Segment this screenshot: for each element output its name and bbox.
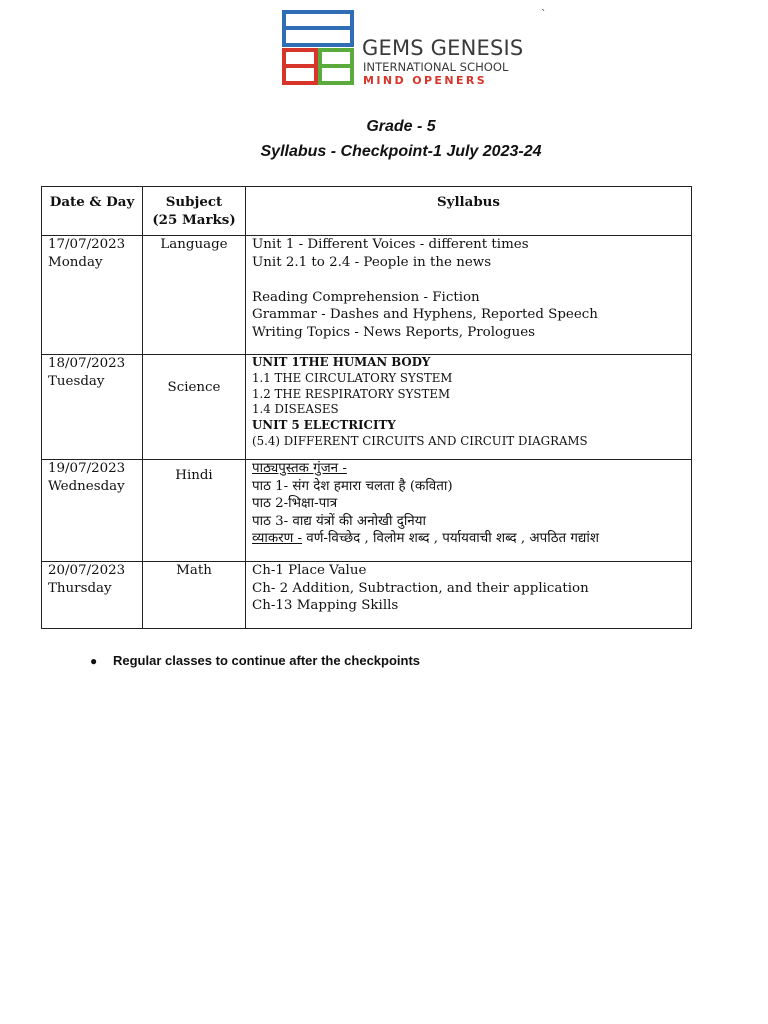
syllabus-cell — [246, 236, 692, 355]
syllabus-line: Ch-13 Mapping Skills — [252, 598, 399, 613]
corner-mark: ` — [541, 8, 547, 21]
row-day: Wednesday — [48, 478, 125, 494]
table-row — [42, 236, 692, 355]
table-row — [42, 355, 692, 460]
header-subject-line1: Subject — [165, 194, 223, 210]
syllabus-cell — [246, 562, 692, 629]
syllabus-line: Grammar - Dashes and Hyphens, Reported Speech — [252, 307, 598, 322]
syllabus-line: Ch-1 Place Value — [252, 563, 367, 578]
syllabus-line: पाठ 1- संग देश हमारा चलता है (कविता) — [252, 478, 453, 494]
header-date: Date & Day — [42, 187, 143, 236]
page-subtitle: Syllabus - Checkpoint-1 July 2023-24 — [260, 143, 542, 160]
syllabus-line: Unit 1 - Different Voices - different times — [252, 237, 529, 252]
header-subject — [143, 187, 246, 236]
syllabus-cell — [246, 355, 692, 460]
table-row — [42, 562, 692, 629]
row-date: 17/07/2023 — [48, 237, 126, 252]
syllabus-grammar-line — [252, 530, 685, 548]
school-logo — [282, 10, 532, 90]
table-row — [42, 460, 692, 562]
bullet-icon: ● — [90, 654, 98, 668]
header-subject-line2: (25 Marks) — [152, 211, 236, 228]
syllabus-line: 1.2 THE RESPIRATORY SYSTEM — [252, 386, 451, 401]
date-cell — [42, 562, 143, 629]
table-header-row — [42, 187, 692, 236]
syllabus-line: 1.1 THE CIRCULATORY SYSTEM — [252, 370, 453, 385]
grammar-label: व्याकरण - — [252, 531, 303, 546]
syllabus-line: Unit 2.1 to 2.4 - People in the news — [252, 254, 492, 270]
syllabus-unit-heading: UNIT 1THE HUMAN BODY — [252, 355, 431, 369]
row-date: 20/07/2023 — [48, 563, 126, 578]
syllabus-line: Reading Comprehension - Fiction — [252, 289, 480, 305]
syllabus-table — [41, 186, 692, 629]
note-text: Regular classes to continue after the checkpoints — [113, 653, 421, 668]
school-name: GEMS GENESIS — [362, 36, 524, 60]
school-subtitle: INTERNATIONAL SCHOOL — [363, 60, 509, 74]
row-date: 18/07/2023 — [48, 356, 126, 371]
row-day: Tuesday — [48, 373, 105, 389]
page-title: Grade - 5 — [366, 118, 436, 135]
subject-cell: Math — [143, 562, 246, 629]
school-tagline: MIND OPENERS — [363, 74, 488, 87]
syllabus-line: Ch- 2 Addition, Subtraction, and their application — [252, 580, 589, 596]
syllabus-line: पाठ 2-भिक्षा-पात्र — [252, 496, 338, 511]
syllabus-line: पाठ 3- वाद्य यंत्रों की अनोखी दुनिया — [252, 513, 426, 529]
date-cell — [42, 236, 143, 355]
syllabus-line: (5.4) DIFFERENT CIRCUITS AND CIRCUIT DIAGRAMS — [252, 433, 588, 448]
row-date: 19/07/2023 — [48, 461, 126, 476]
syllabus-section-heading: पाठ्यपुस्तक गुंजन - — [252, 461, 347, 476]
date-cell — [42, 355, 143, 460]
syllabus-line: Writing Topics - News Reports, Prologues — [252, 324, 536, 340]
grammar-text: वर्ण-विच्छेद , विलोम शब्द , पर्यायवाची शब्द , अपठित गद्यांश — [302, 531, 599, 546]
row-day: Thursday — [48, 580, 112, 596]
syllabus-cell — [246, 460, 692, 562]
header-syllabus: Syllabus — [246, 187, 692, 236]
subject-cell: Hindi — [143, 460, 246, 562]
syllabus-gap — [252, 271, 685, 289]
syllabus-line: 1.4 DISEASES — [252, 402, 339, 417]
school-logo-mark — [282, 10, 356, 86]
row-day: Monday — [48, 254, 103, 270]
syllabus-unit-heading: UNIT 5 ELECTRICITY — [252, 418, 396, 433]
subject-label: Science — [167, 380, 221, 395]
note-item — [90, 653, 420, 668]
subject-cell: Language — [143, 236, 246, 355]
date-cell — [42, 460, 143, 562]
subject-cell — [143, 355, 246, 460]
